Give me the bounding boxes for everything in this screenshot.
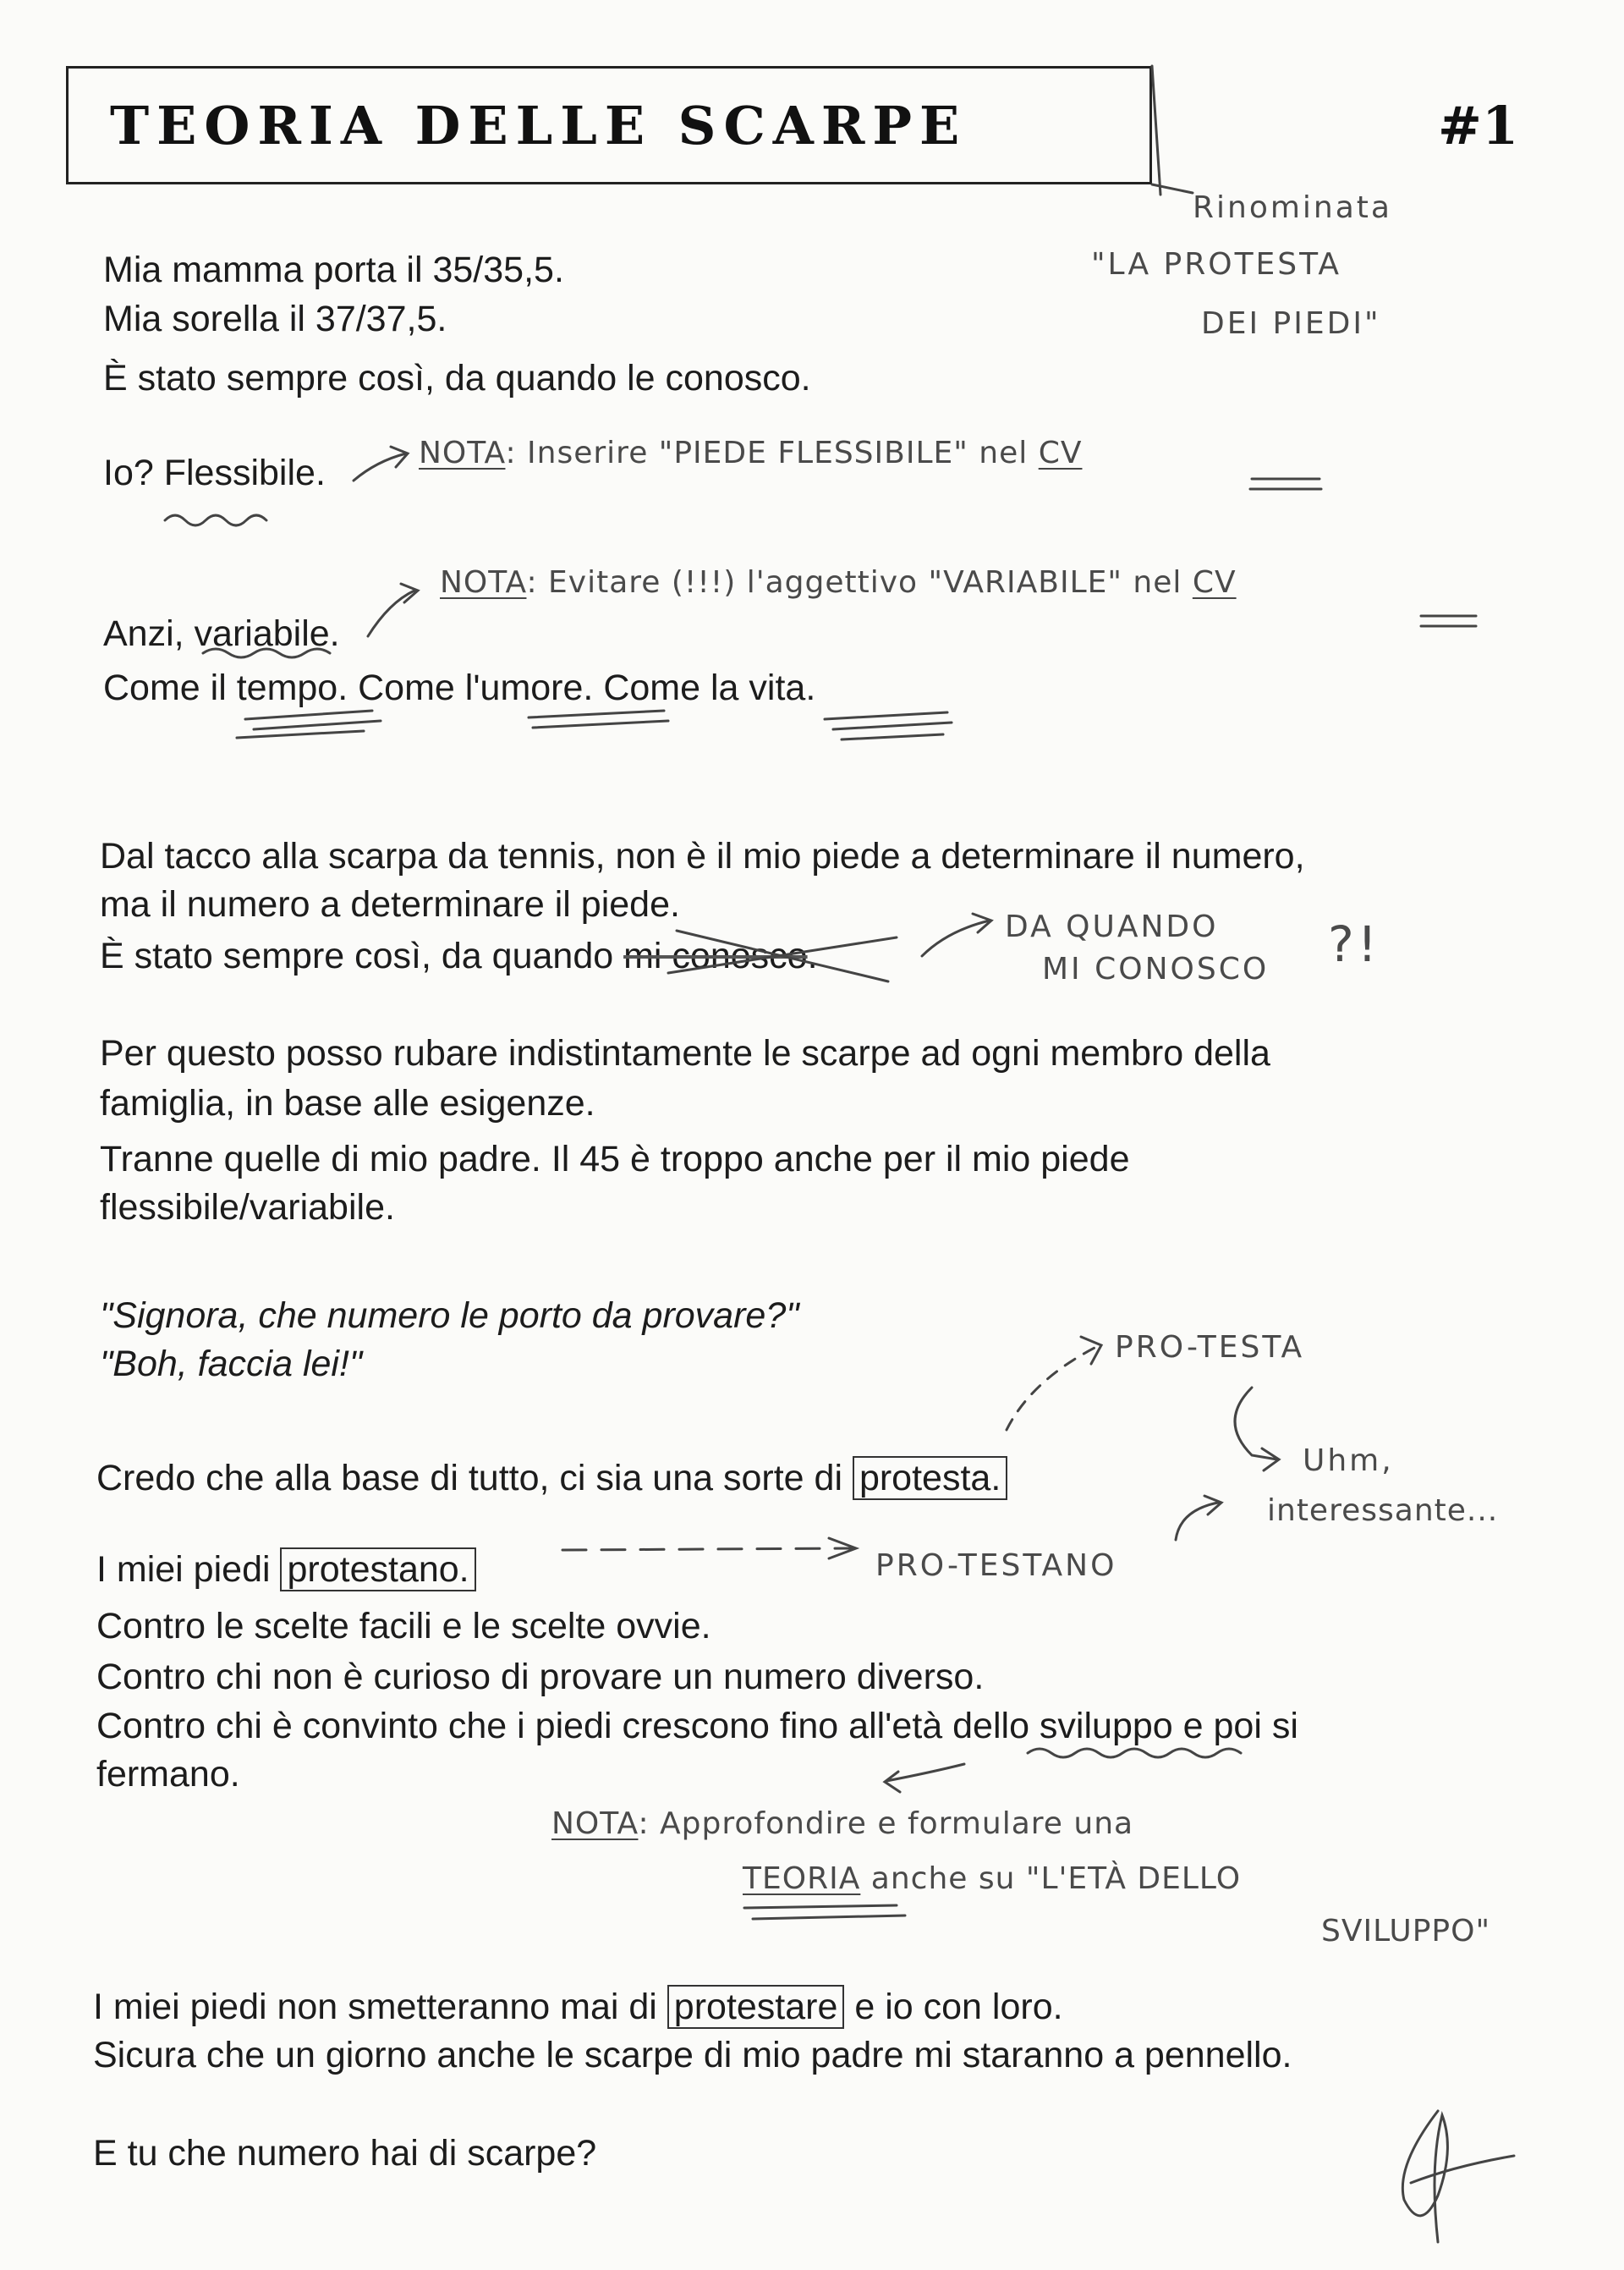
dashed-arrow-icon (562, 1548, 854, 1550)
highlighted-word-variabile: variabile. (194, 613, 340, 654)
underlined-word-umore: umore (480, 668, 584, 708)
body-line: Mia sorella il 37/37,5. (103, 299, 447, 339)
renamed-note-line2: "LA PROTESTA (1091, 247, 1341, 282)
squiggle-underline (203, 649, 330, 657)
page-title: TEORIA DELLE SCARPE (110, 95, 968, 157)
text-segment: . (805, 668, 816, 708)
note-label: NOTA (419, 436, 506, 470)
underline-marks (529, 711, 668, 728)
text-segment: I miei piedi non smetteranno mai di (93, 1987, 667, 2027)
cross-out-mark (668, 931, 897, 981)
note-text: : Approfondire e formulare una (638, 1806, 1134, 1841)
quote-line: "Signora, che numero le porto da provare?" (100, 1295, 799, 1336)
arrow-icon (885, 1764, 964, 1792)
note-cv: CV (1192, 565, 1237, 600)
question-exclamation-mark: ?! (1328, 915, 1381, 973)
text-segment: Io? (103, 453, 164, 493)
renamed-note-line3: DEI PIEDI" (1201, 306, 1381, 341)
body-line: Mia mamma porta il 35/35,5. (103, 250, 564, 290)
body-line: Tranne quelle di mio padre. Il 45 è troppo anche per il mio piede (100, 1139, 1130, 1179)
body-line: Per questo posso rubare indistintamente le scarpe ad ogni membro della (100, 1033, 1270, 1074)
crossed-out-text: mi conosco (623, 936, 808, 976)
arrow-icon (354, 447, 408, 481)
text-segment: È stato sempre così, da quando (100, 936, 624, 976)
body-line: Contro chi non è curioso di provare un numero diverso. (96, 1657, 985, 1697)
note-text: : Inserire "PIEDE FLESSIBILE" nel (505, 436, 1029, 470)
highlighted-word-flessibile: Flessibile. (163, 453, 326, 493)
double-underline (744, 1905, 905, 1919)
note-text: : Evitare (!!!) l'aggettivo "VARIABILE" nel (526, 565, 1182, 600)
dashed-arrow-icon (1007, 1345, 1100, 1430)
text-segment: e io con loro. (844, 1987, 1063, 2027)
renamed-note-line1: Rinominata (1193, 190, 1392, 225)
text-segment: . Come la (583, 668, 749, 708)
body-line: flessibile/variabile. (100, 1187, 395, 1228)
boxed-word-protesta: protesta. (853, 1456, 1007, 1500)
underlined-word-vita: vita (749, 668, 806, 708)
squiggle-underline (1028, 1749, 1241, 1757)
body-line: Sicura che un giorno anche le scarpe di mio padre mi staranno a pennello. (93, 2035, 1292, 2075)
text-segment: . (807, 936, 818, 976)
body-line: ma il numero a determinare il piede. (100, 884, 680, 925)
note-pro-testano: PRO-TESTANO (875, 1548, 1117, 1583)
curved-arrow-icon (1235, 1388, 1279, 1470)
note-cv: CV (1038, 436, 1083, 470)
text-segment: . Come l' (337, 668, 480, 708)
note-pro-testa: PRO-TESTA (1115, 1330, 1305, 1365)
text-segment: Come il (103, 668, 237, 708)
note-label: NOTA (551, 1806, 639, 1841)
note-teoria: TEORIA (743, 1861, 861, 1896)
page-number: #1 (1438, 95, 1519, 157)
body-line: È stato sempre così, da quando le conosco. (103, 358, 811, 398)
boxed-word-protestare: protestare (667, 1985, 845, 2029)
body-line: Contro le scelte facili e le scelte ovvie. (96, 1606, 711, 1646)
squiggle-underline (165, 515, 266, 525)
text-segment: Contro chi è convinto che i piedi crescono fino all' (96, 1706, 892, 1746)
title-box-extension (1152, 66, 1193, 195)
text-segment: Credo che alla base di tutto, ci sia una sorte di (96, 1458, 853, 1498)
text-segment: e poi si (1172, 1706, 1298, 1746)
underline-marks (825, 712, 952, 739)
correction-line1: DA QUANDO (1005, 910, 1219, 944)
note-interessante: interessante... (1267, 1493, 1499, 1528)
body-line: famiglia, in base alle esigenze. (100, 1083, 595, 1124)
text-segment: I miei piedi (96, 1549, 281, 1590)
note-text: anche su "L'ETÀ DELLO (860, 1861, 1242, 1896)
note-uhm: Uhm, (1303, 1443, 1394, 1478)
note-label: NOTA (440, 565, 527, 600)
quote-line: "Boh, faccia lei!" (100, 1344, 363, 1384)
underlined-word-tempo: tempo (236, 668, 338, 708)
boxed-word-protestano: protestano. (280, 1547, 475, 1591)
correction-line2: MI CONOSCO (1042, 952, 1270, 987)
note-eta-sviluppo-line3: SVILUPPO" (1321, 1914, 1491, 1948)
body-line: fermano. (96, 1754, 240, 1795)
double-underline (1421, 616, 1476, 626)
double-underline (1250, 479, 1321, 489)
signature-mark (1402, 2111, 1514, 2242)
arrow-icon (922, 914, 991, 956)
body-line: Dal tacco alla scarpa da tennis, non è il mio piede a determinare il numero, (100, 836, 1305, 877)
closing-question: E tu che numero hai di scarpe? (93, 2133, 597, 2174)
text-segment: Anzi, (103, 613, 195, 654)
arrow-icon (1176, 1496, 1221, 1540)
arrow-icon (368, 584, 418, 636)
underlined-phrase-eta-sviluppo: età dello sviluppo (892, 1706, 1173, 1746)
underline-marks (237, 711, 381, 738)
